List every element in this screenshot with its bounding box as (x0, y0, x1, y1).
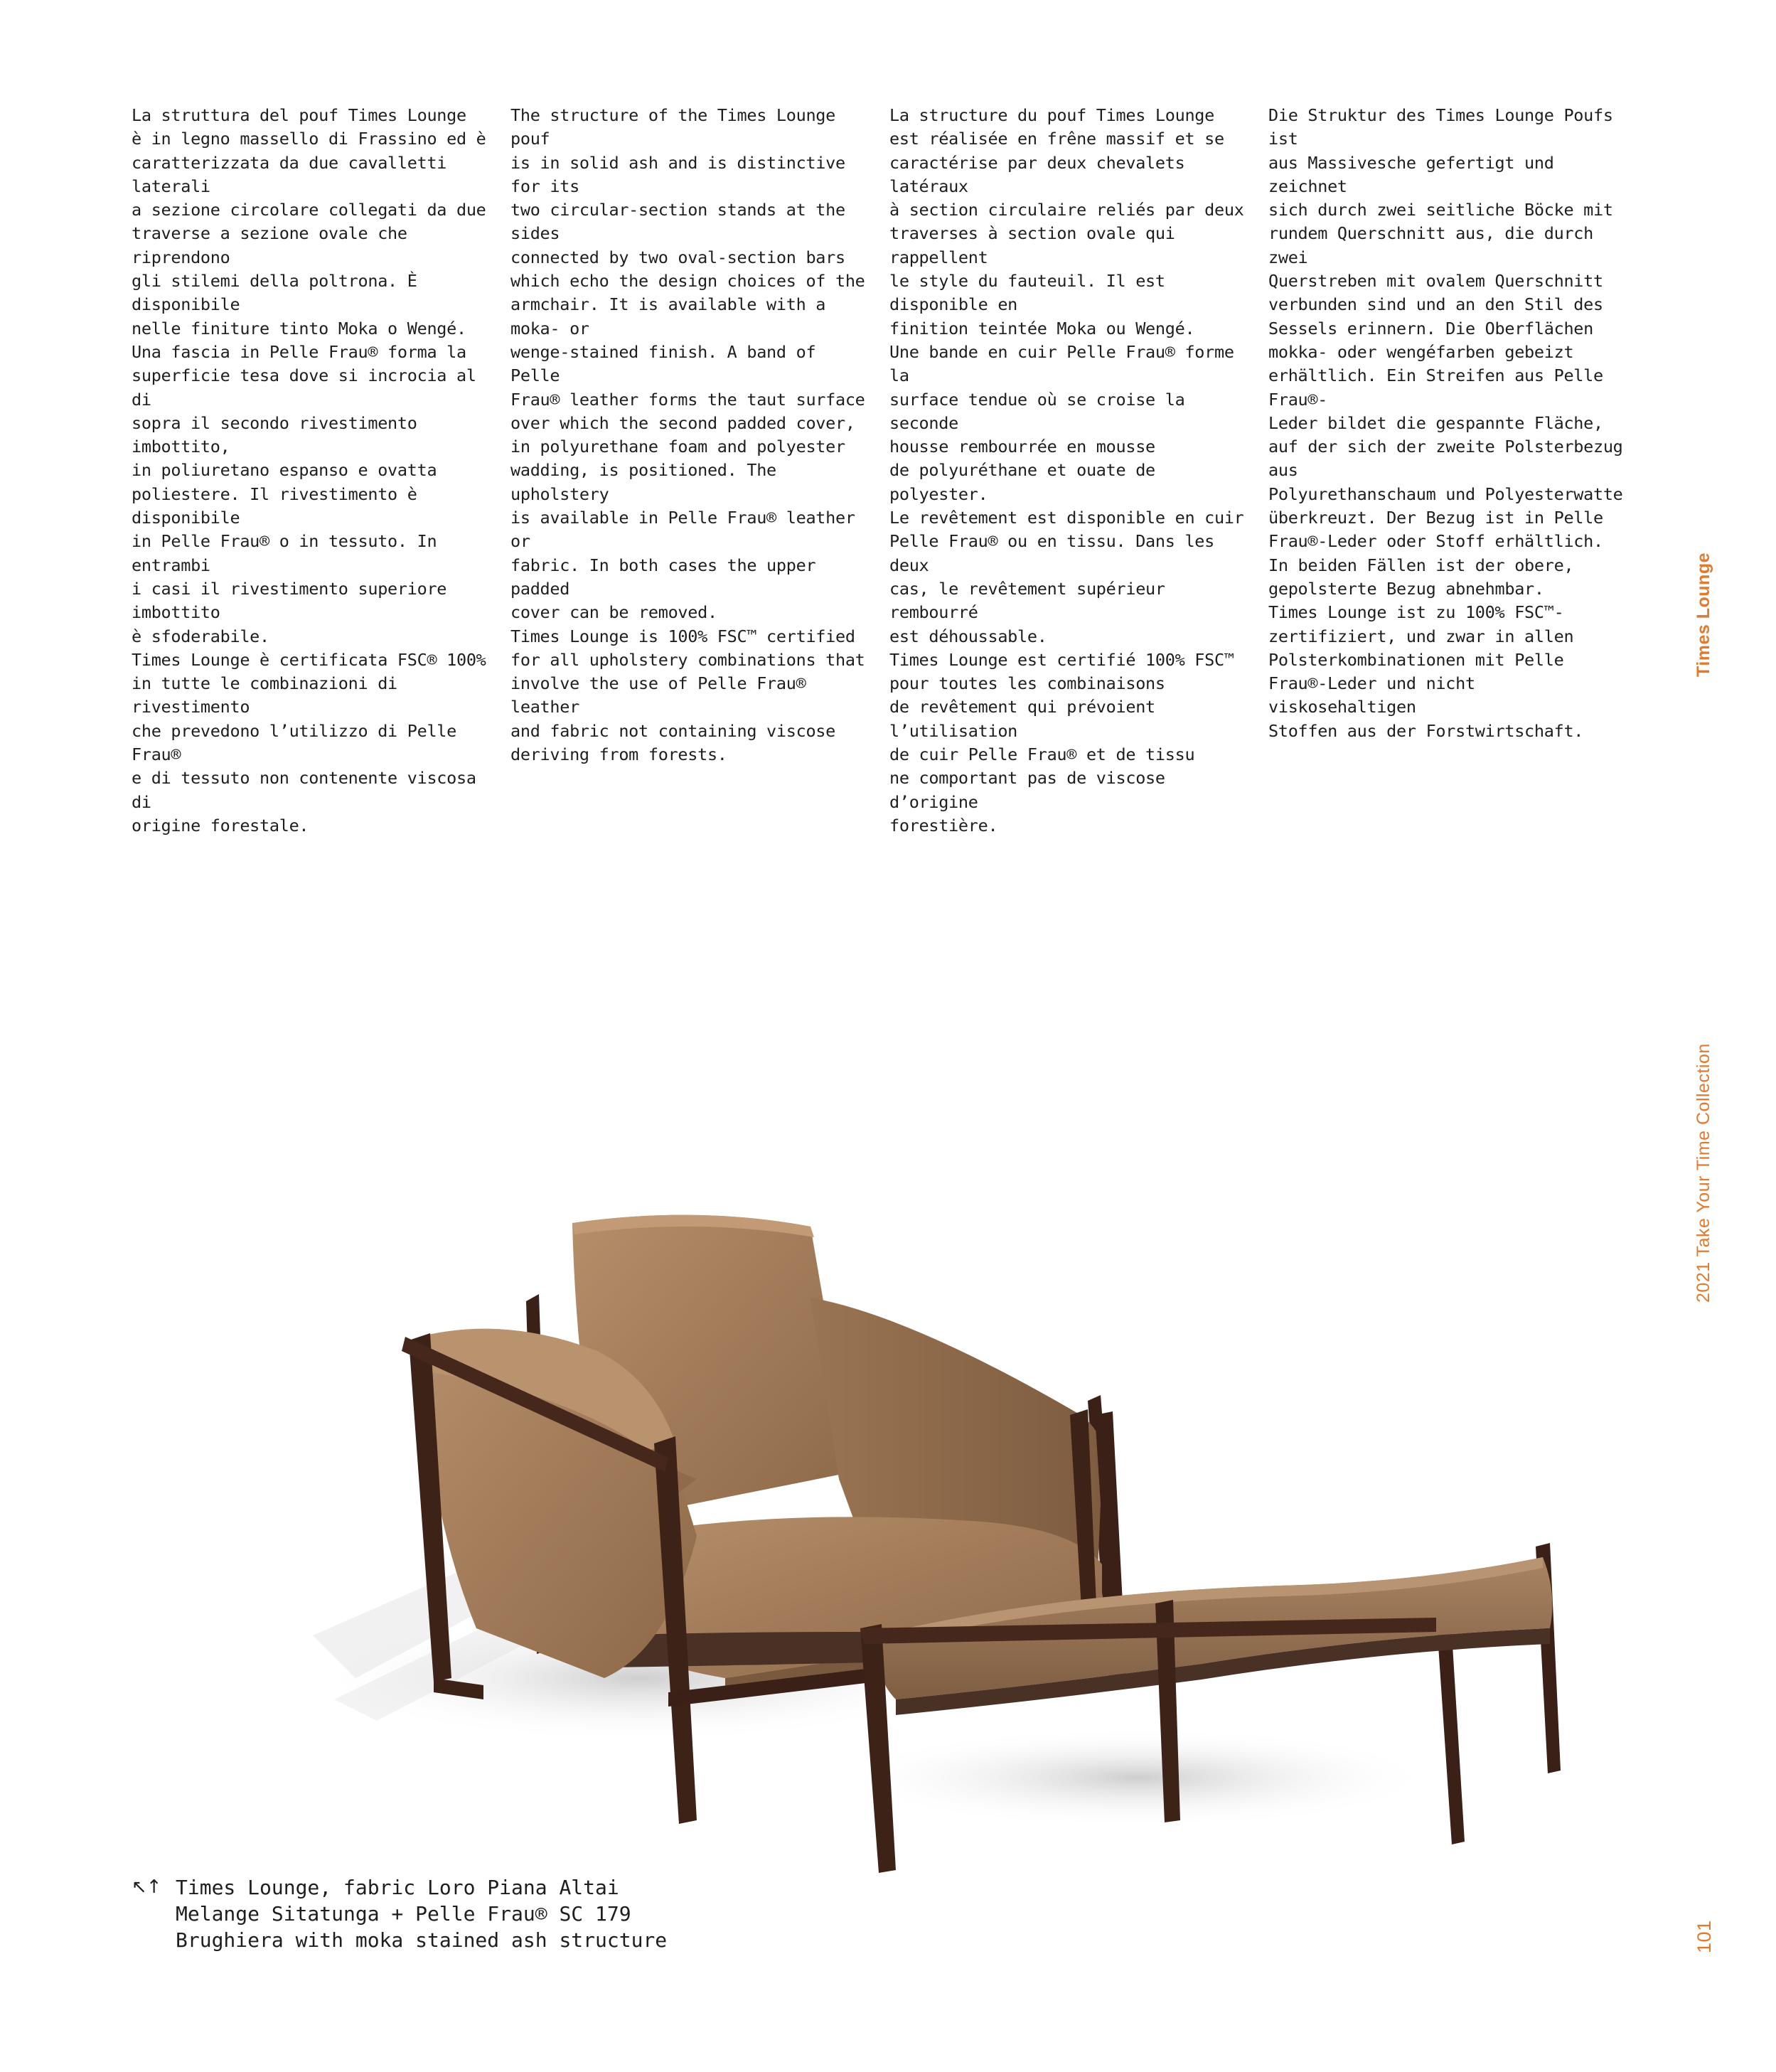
side-section-title: Times Lounge (1694, 552, 1713, 677)
photo-caption (132, 1874, 672, 1953)
text-column-french: La structure du pouf Times Lounge est réalisée en frêne massif et se caractérise par deux chevalets latéraux à section circulaire reliés par deux traverses à section ovale qui rappellent le style du fauteuil. Il est disponible en finition teintée Moka ou Wengé. Une bande en cuir Pelle Frau® forme la surface tendue où se croise la seconde housse rembourrée en mousse de polyuréthane et ouate de polyester. Le revêtement est disponible en cuir Pelle Frau® ou en tissu. Dans les deux cas, le revêtement supérieur rembourré est déhoussable. Times Lounge est certifié 100% FSC™ pour toutes les combinaisons de revêtement qui prévoient l’utilisation de cuir Pelle Frau® et de tissu ne comportant pas de viscose d’origine forestière. (889, 105, 1244, 835)
product-photo (270, 1138, 1614, 1891)
text-column-german: Die Struktur des Times Lounge Poufs ist aus Massivesche gefertigt und zeichnet sich durch zwei seitliche Böcke mit rundem Querschnitt aus, die durch zwei Querstreben mit ovalem Querschnitt verbunden sind und an den Stil des Sessels erinnern. Die Oberflächen mokka- oder wengéfarben gebeizt erhältlich. Ein Streifen aus Pelle Frau®- Leder bildet die gespannte Fläche, auf der sich der zweite Polsterbezug aus Polyurethanschaum und Polyesterwatte überkreuzt. Der Bezug ist in Pelle Frau®-Leder oder Stoff erhältlich. In beiden Fällen ist der obere, gepolsterte Bezug abnehmbar. Times Lounge ist zu 100% FSC™- zertifiziert, und zwar in allen Polsterkombinationen mit Pelle Frau®-Leder und nicht viskosehaltigen Stoffen aus der Forstwirtschaft. (1268, 105, 1623, 741)
text-column-italian: La struttura del pouf Times Lounge è in legno massello di Frassino ed è caratterizzata da due cavalletti laterali a sezione circolare collegati da due traverse a sezione ovale che riprendono gli stilemi della poltrona. È disponibile nelle finiture tinto Moka o Wengé. Una fascia in Pelle Frau® forma la superficie tesa dove si incrocia al di sopra il secondo rivestimento imbottito, in poliuretano espanso e ovatta poliestere. Il rivestimento è disponibile in Pelle Frau® o in tessuto. In entrambi i casi il rivestimento superiore imbottito è sfoderabile. Times Lounge è certificata FSC® 100% in tutte le combinazioni di rivestimento che prevedono l’utilizzo di Pelle Frau® e di tessuto non contenente viscosa di origine forestale. (132, 105, 486, 835)
side-collection-title: 2021 Take Your Time Collection (1694, 1043, 1713, 1303)
caption-text: Times Lounge, fabric Loro Piana Altai Melange Sitatunga + Pelle Frau® SC 179 Brughiera with moka stained ash structure (176, 1876, 668, 1952)
page-number: 101 (1694, 1920, 1715, 1953)
caption-arrows-icon: ↖↑ (132, 1876, 161, 1898)
text-column-english: The structure of the Times Lounge pouf is in solid ash and is distinctive for its two circular-section stands at the sides connected by two oval-section bars which echo the design choices of the armchair. It is available with a moka- or wenge-stained finish. A band of Pelle Frau® leather forms the taut surface over which the second padded cover, in polyurethane foam and polyester wadding, is positioned. The upholstery is available in Pelle Frau® leather or fabric. In both cases the upper padded cover can be removed. Times Lounge is 100% FSC™ certified for all upholstery combinations that involve the use of Pelle Frau® leather and fabric not containing viscose deriving from forests. (510, 105, 865, 765)
